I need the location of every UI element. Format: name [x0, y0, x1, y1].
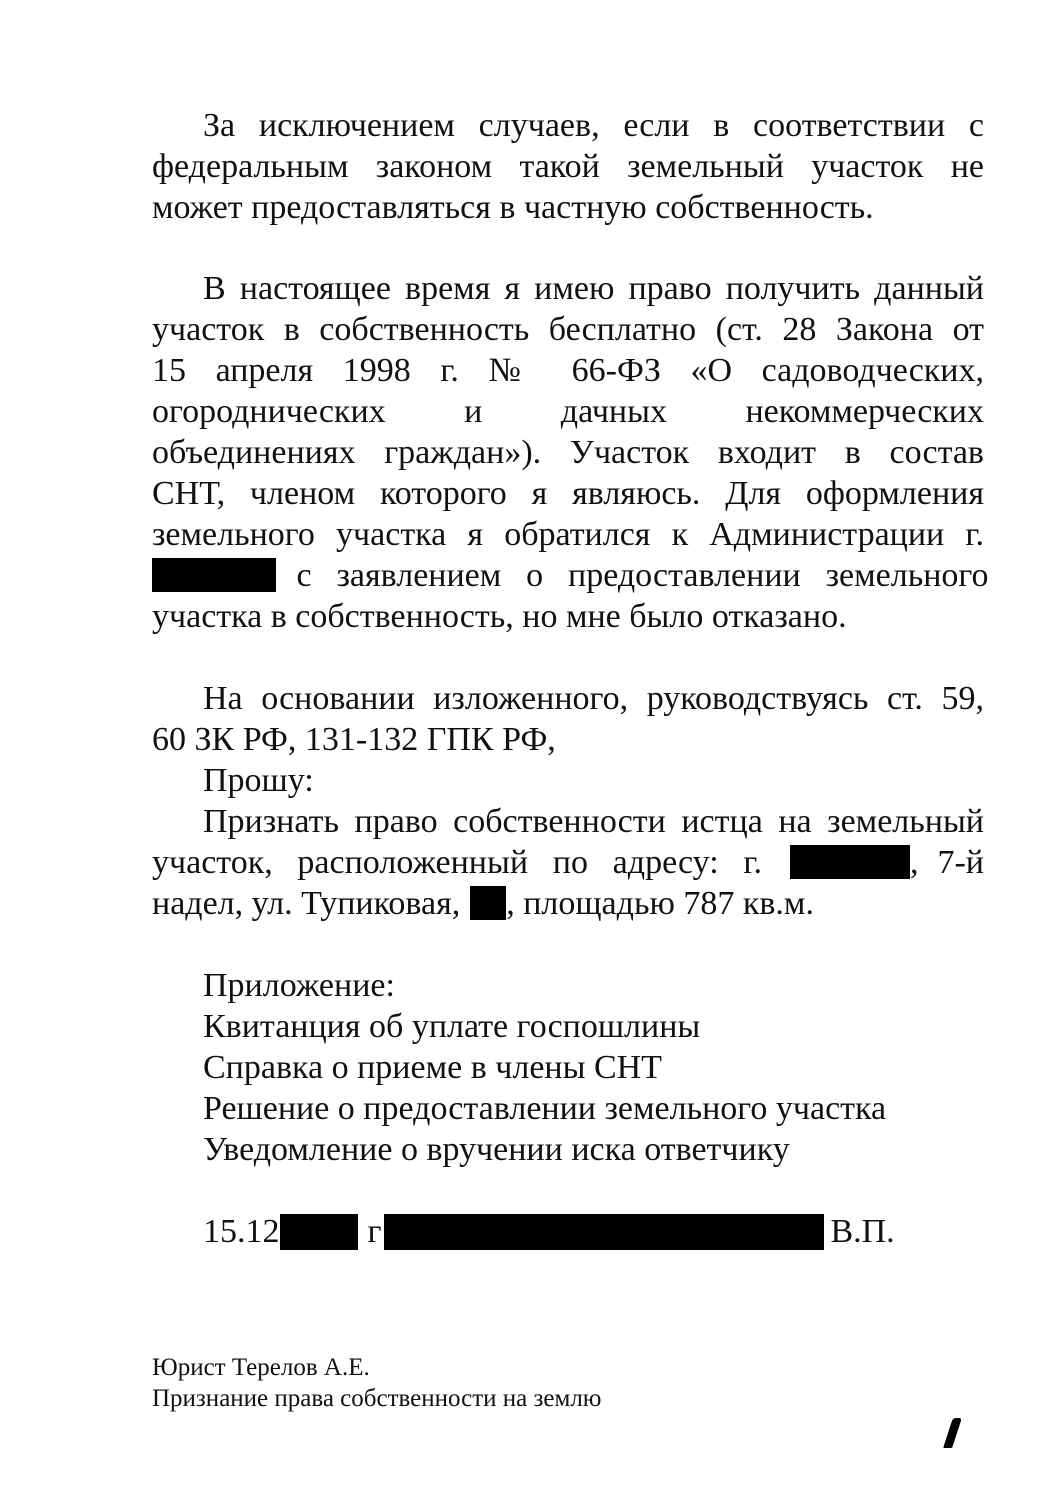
attachment-item: Справка о приеме в члены СНТ: [203, 1049, 662, 1086]
request-line3-text: надел, ул. Тупиковая,: [152, 885, 461, 922]
signature-year-suffix: г: [367, 1213, 382, 1250]
para3-line2: 60 ЗК РФ, 131-132 ГПК РФ,: [152, 721, 556, 758]
redaction-box: [470, 886, 506, 920]
para2-line3: 15 апреля 1998 г. № 66-ФЗ «О садоводческих,: [152, 352, 984, 389]
para1-line3: может предоставляться в частную собственность.: [152, 189, 874, 226]
signature-initials: В.П.: [830, 1213, 895, 1250]
para2-line8-text: с заявлением о предоставлении земельного: [296, 557, 989, 594]
signature-date: 15.12: [203, 1213, 280, 1250]
footer-title: Признание права собственности на землю: [152, 1385, 602, 1412]
para2-line9: участка в собственность, но мне было отказано.: [152, 598, 847, 635]
attachment-item: Решение о предоставлении земельного участка: [203, 1090, 887, 1127]
para3-line1: На основании изложенного, руководствуясь ст. 59,: [203, 680, 984, 717]
attachments-heading: Приложение:: [203, 967, 395, 1004]
attachment-item: Квитанция об уплате госпошлины: [203, 1008, 701, 1045]
redaction-box: [790, 845, 910, 879]
para2-line8: [152, 555, 989, 596]
redaction-box: [280, 1214, 358, 1250]
para2-line7: земельного участка я обратился к Администрации г.: [152, 516, 984, 553]
para2-line1: В настоящее время я имею право получить данный: [203, 270, 984, 307]
para2-line2: участок в собственность бесплатно (ст. 28 Закона от: [152, 311, 984, 348]
request-line2: [152, 842, 984, 883]
para2-line5: объединениях граждан»). Участок входит в состав: [152, 434, 984, 471]
para1-line2: федеральным законом такой земельный участок не: [152, 148, 984, 185]
request-line3-suffix: , площадью 787 кв.м.: [506, 885, 814, 922]
para2-line4: огороднических и дачных некоммерческих: [152, 393, 984, 430]
pen-mark: [943, 1418, 962, 1448]
request-line1: Признать право собственности истца на земельный: [203, 803, 984, 840]
request-line2-suffix: , 7-й: [910, 844, 984, 881]
para2-line6: СНТ, членом которого я являюсь. Для оформления: [152, 475, 984, 512]
signature-line: [203, 1211, 984, 1252]
redaction-box: [152, 558, 276, 592]
request-line2-text: участок, расположенный по адресу: г.: [152, 844, 762, 881]
request-line3: [152, 883, 984, 924]
para1-line1: За исключением случаев, если в соответствии с: [203, 107, 984, 144]
attachment-item: Уведомление о вручении иска ответчику: [203, 1131, 790, 1168]
prosh-heading: Прошу:: [203, 762, 314, 799]
redaction-box: [384, 1214, 824, 1250]
footer-author: Юрист Терелов А.Е.: [152, 1354, 370, 1381]
